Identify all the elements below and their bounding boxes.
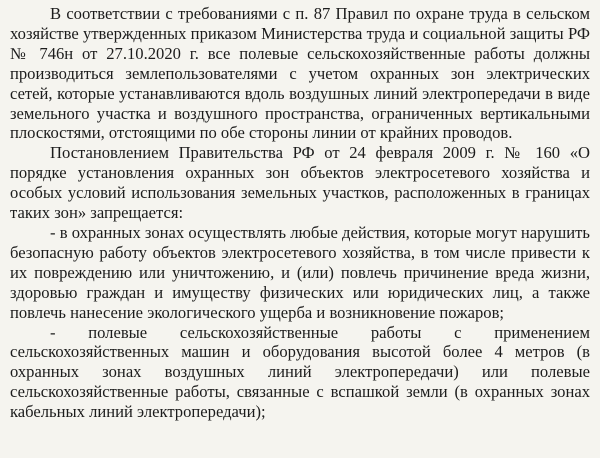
paragraph-government-decree: Постановлением Правительства РФ от 24 февраля 2009 г. № 160 «О порядке установления охранных зон объектов электросетевого хозяйства и особых условий использования земельных участков, расположенных в границах таких зон» запрещается: [10,143,590,223]
paragraph-labor-safety-rules: В соответствии с требованиями с п. 87 Правил по охране труда в сельском хозяйстве утвержденных приказом Министерства труда и социальной защиты РФ № 746н от 27.10.2020 г. все полевые сельскохозяйственные работы должны производиться землепользователями с учетом охранных зон электрических сетей, которые устанавливаются вдоль воздушных линий электропередачи в виде земельного участка и воздушного пространства, ограниченных вертикальными плоскостями, отстоящими по обе стороны линии от крайних проводов. [10,4,590,143]
list-item-field-works: - полевые сельскохозяйственные работы с применением сельскохозяйственных машин и оборудования высотой более 4 метров (в охранных зонах воздушных линий электропередачи) или полевые сельскохозяйственные работы, связанные с вспашкой земли (в охранных зонах кабельных линий электропередачи); [10,322,590,422]
list-item-prohibited-actions: - в охранных зонах осуществлять любые действия, которые могут нарушить безопасную работу объектов электросетевого хозяйства, в том числе привести к их повреждению или уничтожению, и (или) повлечь причинение вреда жизни, здоровью граждан и имуществу физических или юридических лиц, а также повлечь нанесение экологического ущерба и возникновение пожаров; [10,222,590,322]
